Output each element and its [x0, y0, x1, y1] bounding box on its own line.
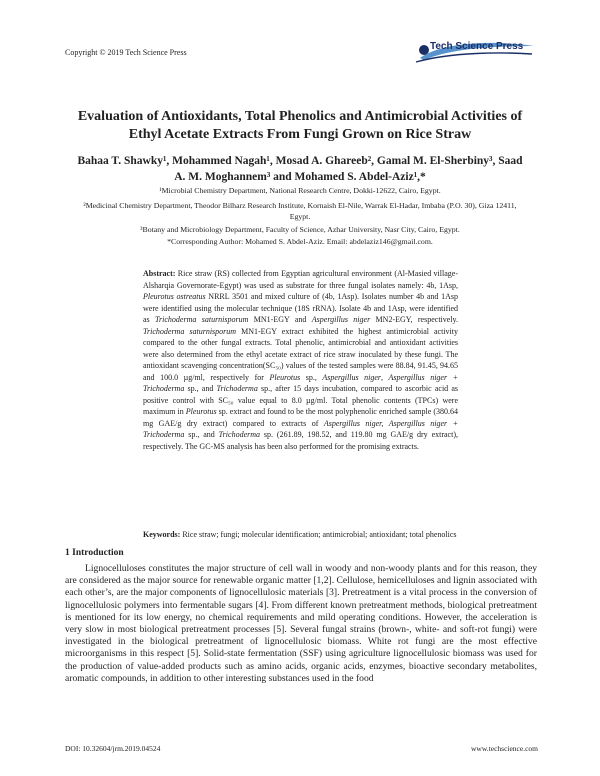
copyright-notice: Copyright © 2019 Tech Science Press: [65, 48, 187, 57]
affiliation-1: ¹Microbial Chemistry Department, National Research Centre, Dokki-12622, Cairo, Egypt.: [159, 186, 441, 195]
keywords-label: Keywords:: [143, 530, 181, 539]
section-heading-introduction: 1 Introduction: [65, 548, 124, 558]
doi: DOI: 10.32604/jrm.2019.04524: [65, 744, 161, 753]
abstract: Abstract: Rice straw (RS) collected from Egyptian agricultural environment (Al-Masied village-Alsharqia Governorate-Egypt) was used as substrate for three fungal isolates namely: 4b, 1Asp, Pleurotus ostreatus NRRL 3501 and mixed culture of (4b, 1Asp). Isolates number 4b and 1Asp were identified using the molecular technique (18S rRNA). Isolate 4b and 1Asp, were identified as Trichoderma saturnisporum MN1-EGY and Aspergillus niger MN2-EGY, respectively. Trichoderma saturnisporum MN1-EGY extract exhibited the highest antimicrobial activity compared to the other fungal extracts. Total phenolic, antimicrobial and antioxidant activities were also determined from the ethyl acetate extract of rice straw inoculated by these fungi. The antioxidant scavenging concentration(SC₅₀) values of the tested samples were 88.84, 91.45, 94.65 and 100.0 µg/ml, respectively for Pleurotus sp., Aspergillus niger, Aspergillus niger + Trichoderma sp., and Trichoderma sp., after 15 days incubation, compared to ascorbic acid as positive control with SC₅₀ value equal to 8.0 µg/ml. Total phenolic contents (TPCs) were maximum in Pleurotus sp. extract and found to be the most polyphenolic enriched sample (380.64 mg GAE/g dry extract) compared to extracts of Aspergillus niger, Aspergillus niger + Trichoderma sp., and Trichoderma sp. (261.89, 198.52, and 119.80 mg GAE/g dry extract), respectively. The GC-MS analysis has been also performed for the promising extracts.: [143, 269, 459, 451]
affiliation-3: ³Botany and Microbiology Department, Faculty of Science, Azhar University, Nasr City, Cairo, Egypt.: [140, 225, 460, 234]
paper-title: Evaluation of Antioxidants, Total Phenolics and Antimicrobial Activities of Ethyl Acetate Extracts From Fungi Grown on Rice Straw: [77, 109, 523, 142]
publisher-website: www.techscience.com: [471, 744, 538, 753]
author-list: Bahaa T. Shawky¹, Mohammed Nagah¹, Mosad A. Ghareeb², Gamal M. El-Sherbiny³, Saad A. M. Moghannem³ and Mohamed S. Abdel-Aziz¹,*: [77, 155, 523, 183]
publisher-logo-text: Tech Science Press: [430, 41, 524, 52]
corresponding-author: *Corresponding Author: Mohamed S. Abdel-Aziz. Email: abdelaziz146@gmail.com.: [167, 237, 433, 246]
keywords: Keywords: Rice straw; fungi; molecular identification; antimicrobial; antioxidant; total phenolics: [143, 530, 457, 539]
abstract-label: Abstract:: [143, 269, 176, 278]
introduction-paragraph: Lignocelluloses constitutes the major structure of cell wall in woody and non-woody plants and for this reason, they are considered as the major source for renewable organic matter [1,2]. Cellulose, hemicelluloses and lignin associated with each other’s, are the major components of lignocellulosic materials [3]. Pretreatment is a vital process in the conversion of lignocellulosic polymers into fermentable sugars [4]. From different known pretreatment methods, biological pretreatment is mentioned for its low energy, no chemical requirements and mild operating conditions. However, the acceleration is very slow in most biological pretreatment processes [5]. Several fungal strains (brown-, white- and soft-rot fungi) were investigated in the biological pretreatment of lignocellulosic biomass. White rot fungi are the most effective microorganisms in this respect [5]. Solid-state fermentation (SSF) using agriculture lignocellulosic biomass was used for the production of value-added products such as amino acids, organic acids, enzymes, bioactive secondary metabolites, aromatic compounds, in addition to other interesting substances used in the food: [65, 563, 537, 684]
affiliation-2: ²Medicinal Chemistry Department, Theodor Bilharz Research Institute, Kornaish El-Nile, Warrak El-Hadar, Imbaba (P.O. 30), Giza 12411, Egypt.: [83, 201, 517, 221]
